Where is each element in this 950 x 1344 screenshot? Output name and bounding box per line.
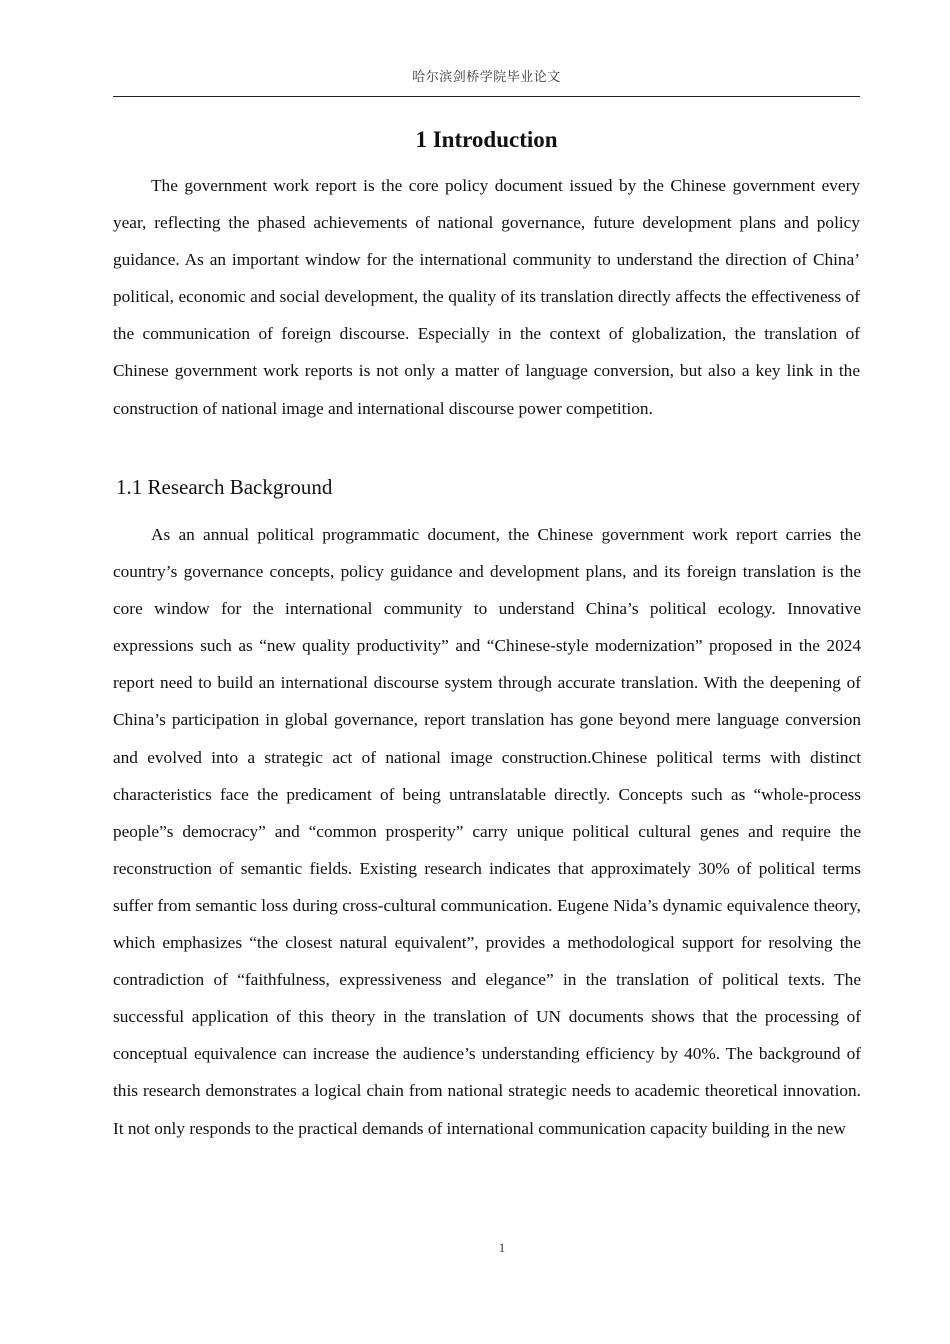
background-paragraph: As an annual political programmatic document, the Chinese government work report carries the country’s governance concepts, policy guidance and development plans, and its foreign translation is the core window for the international community to understand China’s political ecology. Innovative expressions such as “new quality productivity” and “Chinese-style modernization” proposed in the 2024 report need to build an international discourse system through accurate translation. With the deepening of China’s participation in global governance, report translation has gone beyond mere language conversion and evolved into a strategic act of national image construction.Chinese political terms with distinct characteristics face the predicament of being untranslatable directly. Concepts such as “whole-process people”s democracy” and “common prosperity” carry unique political cultural genes and require the reconstruction of semantic fields. Existing research indicates that approximately 30% of political terms suffer from semantic loss during cross-cultural communication. Eugene Nida’s dynamic equivalence theory, which emphasizes “the closest natural equivalent”, provides a methodological support for resolving the contradiction of “faithfulness, expressiveness and elegance” in the translation of political texts. The successful application of this theory in the translation of UN documents shows that the processing of conceptual equivalence can increase the audience’s understanding efficiency by 40%. The background of this research demonstrates a logical chain from national strategic needs to academic theoretical innovation. It not only responds to the practical demands of international communication capacity building in the new: [113, 525, 861, 1138]
intro-paragraph: The government work report is the core policy document issued by the Chinese government every year, reflecting the phased achievements of national governance, future development plans and policy guidance. As an important window for the international community to understand the direction of China’ political, economic and social development, the quality of its translation directly affects the effectiveness of the communication of foreign discourse. Especially in the context of globalization, the translation of Chinese government work reports is not only a matter of language conversion, but also a key link in the construction of national image and international discourse power competition.: [113, 176, 860, 418]
header-divider: [113, 96, 860, 97]
chapter-title: 1 Introduction: [415, 127, 558, 152]
section-title: 1.1 Research Background: [116, 475, 333, 499]
running-header: 哈尔滨剑桥学院毕业论文: [412, 70, 561, 85]
page-number: 1: [498, 1240, 506, 1255]
